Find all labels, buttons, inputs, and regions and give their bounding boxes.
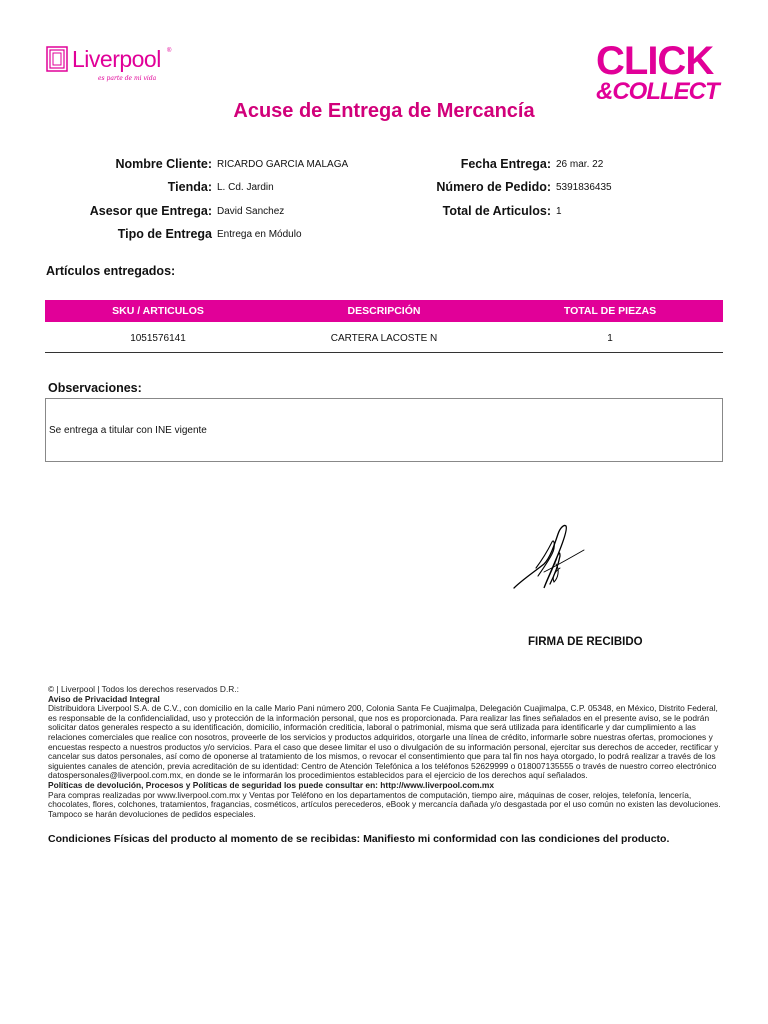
liverpool-logo <box>46 44 186 90</box>
pedido-value: 5391836435 <box>556 182 612 193</box>
pedido-label: Número de Pedido: <box>436 180 551 194</box>
tipo-value: Entrega en Módulo <box>217 229 302 240</box>
observaciones-label: Observaciones: <box>48 381 142 395</box>
firma-label: FIRMA DE RECIBIDO <box>528 636 643 648</box>
header-descripcion: DESCRIPCIÓN <box>347 305 421 317</box>
table-row <box>45 322 723 353</box>
politicas-text: Políticas de devolución, Procesos y Políticas de seguridad los puede consultar en: http://www.liverpool.com.mx <box>48 779 494 790</box>
compras-text: Para compras realizadas por www.liverpool.com.mx y Ventas por Teléfono en los departamentos de computación, tiempo aire, máquinas de coser, relojes, telefonía, lencería, chocolates, flores, colchones, tratamientos, fragancias, cosméticos, artículos perecederos, eBook y mercancía dañada y/o desgastada por el uso común no existen las devoluciones. Tampoco se harán devoluciones de pedidos especiales. <box>48 789 721 819</box>
aviso-title: Aviso de Privacidad Integral <box>48 693 160 704</box>
tienda-value: L. Cd. Jardin <box>217 182 274 193</box>
copyright-text: © | Liverpool | Todos los derechos reservados D.R.: <box>48 684 239 694</box>
header-sku: SKU / ARTICULOS <box>112 305 204 317</box>
tienda-label: Tienda: <box>167 180 212 194</box>
cell-sku: 1051576141 <box>130 333 186 344</box>
page-title: Acuse de Entrega de Mercancía <box>233 100 535 122</box>
registered-mark: ® <box>167 48 172 54</box>
fecha-label: Fecha Entrega: <box>460 157 551 171</box>
fecha-value: 26 mar. 22 <box>556 159 604 170</box>
aviso-text: Distribuidora Liverpool S.A. de C.V., con domicilio en la calle Mario Pani número 200, Colonia Santa Fe Cuajimalpa, Delegación Cuajimalpa, C.P. 05348, en México, Distrito Federal, es responsable de la confidencialidad, uso y protección de la información personal, que nos es proporcionada. Para realizar las fines señalados en el presente aviso, se le podrán solicitar datos generales respecto a su identificación, domicilio, información crediticia, laboral o patrimonial, misma que será utilizada para identificarle y dar cumplimiento a las relaciones comerciales que realice con nosotros, proveerle de los servicios y productos adquiridos, otorgarle una línea de crédito, informarle sobre nuestras ofertas, promociones y encuestas respecto a nuestros productos y/o servicios. Para el caso que desee limitar el uso o divulgación de su información personal, ejercitar sus derechos de acceder, rectificar y cancelar sus datos personales, así como de oponerse al tratamiento de los mismos, o revocar el consentimiento que para tal fin nos haya otorgado, lo podrá realizar a través de los siguientes canales de atención, previa acreditación de su identidad: Centro de Atención Telefónica a los teléfonos 52629999 o 018007135555 o través de nuestro correo electrónico datospersonales@liverpool.com.mx, en donde se le informarán los procedimientos establecidos para el ejercicio de los derechos aquí señalados. <box>48 703 719 781</box>
click-collect-line1: CLICK <box>596 39 714 83</box>
observaciones-text: Se entrega a titular con INE vigente <box>49 425 207 436</box>
nombre-label: Nombre Cliente: <box>115 157 212 171</box>
total-value: 1 <box>556 206 562 217</box>
articles-label: Artículos entregados: <box>46 264 176 278</box>
cell-piezas: 1 <box>607 333 613 344</box>
legal-section <box>48 685 722 819</box>
brand-name: Liverpool <box>72 46 161 72</box>
signature-image <box>508 520 588 595</box>
cell-descripcion: CARTERA LACOSTE N <box>330 333 438 344</box>
total-label: Total de Articulos: <box>442 204 551 218</box>
condiciones-text: Condiciones Físicas del producto al momento de se recibidas: Manifiesto mi conformidad con las condiciones del producto. <box>48 833 670 845</box>
liverpool-logo-icon <box>46 46 68 72</box>
tipo-label: Tipo de Entrega <box>117 227 212 241</box>
click-collect-logo <box>596 39 728 105</box>
click-collect-line2: &COLLECT <box>596 78 719 105</box>
nombre-value: RICARDO GARCIA MALAGA <box>217 159 349 170</box>
asesor-label: Asesor que Entrega: <box>89 204 212 218</box>
observaciones-box <box>45 398 723 462</box>
brand-tagline: es parte de mi vida <box>98 75 157 82</box>
asesor-value: David Sanchez <box>217 206 285 217</box>
header-piezas: TOTAL DE PIEZAS <box>563 305 657 317</box>
table-header <box>45 300 723 322</box>
